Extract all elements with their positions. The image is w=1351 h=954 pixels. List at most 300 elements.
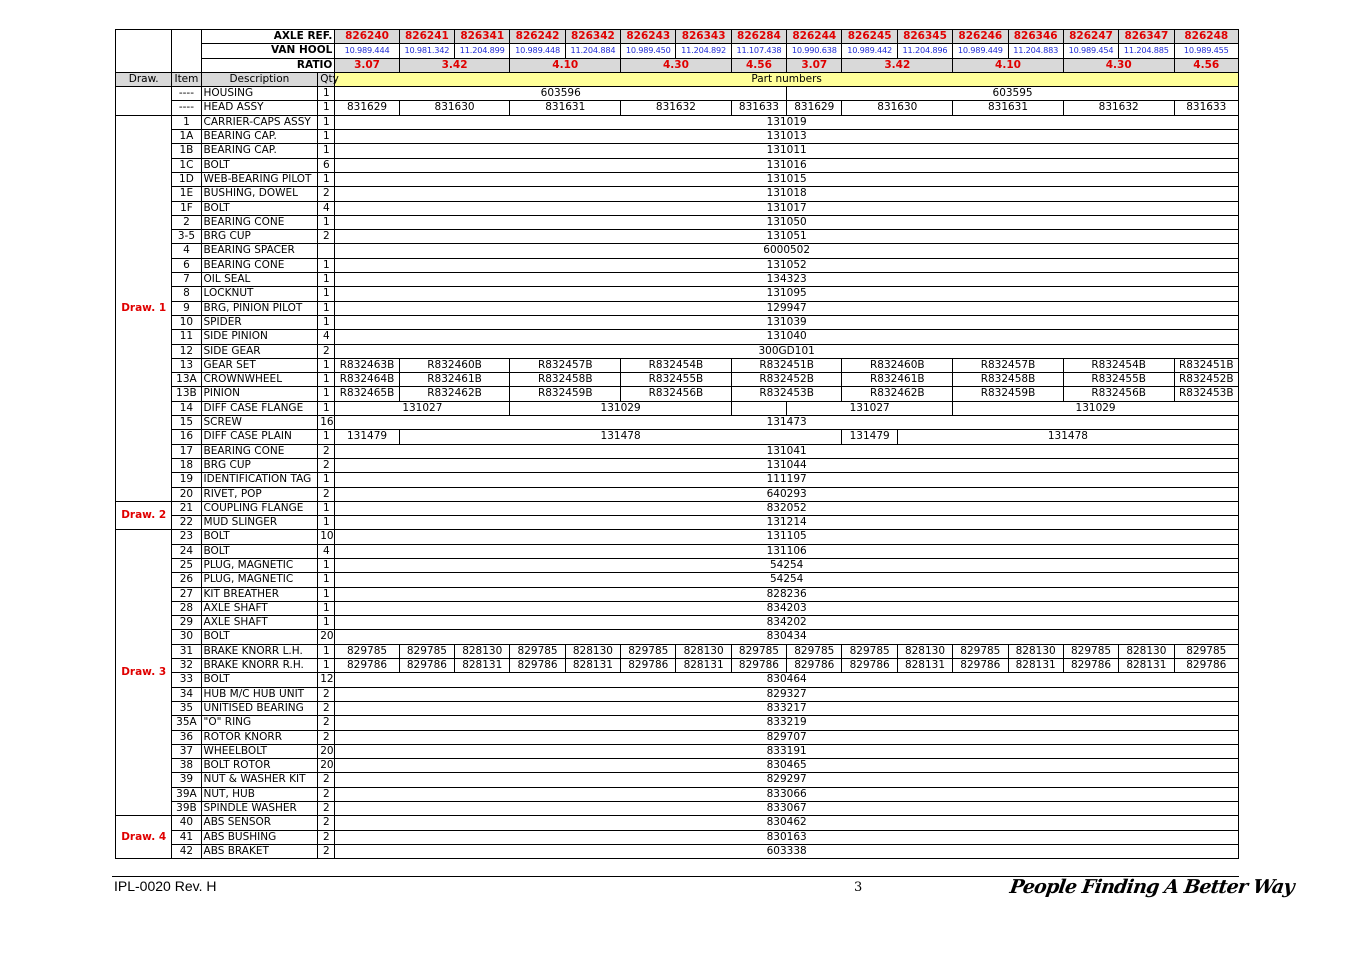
part-number-cell: 603595 [787, 87, 1239, 101]
item-qty: 6 [318, 158, 335, 172]
part-number-cell: 829327 [335, 687, 1239, 701]
part-number-cell: 834203 [335, 601, 1239, 615]
item-description: RIVET, POP [201, 487, 318, 501]
item-description: NUT, HUB [201, 787, 318, 801]
item-qty: 1 [318, 215, 335, 229]
part-number-cell: 828131 [1008, 659, 1063, 673]
table-row [116, 487, 1239, 501]
item-number: 29 [172, 616, 201, 630]
item-number: 8 [172, 287, 201, 301]
axle-ref-label: AXLE REF. [201, 30, 335, 44]
item-qty: 1 [318, 130, 335, 144]
part-number-cell: 131050 [335, 215, 1239, 229]
item-qty: 1 [318, 144, 335, 158]
item-qty: 1 [318, 659, 335, 673]
item-qty: 1 [318, 287, 335, 301]
table-row [116, 744, 1239, 758]
item-description: LOCKNUT [201, 287, 318, 301]
part-number-cell: 131011 [335, 144, 1239, 158]
item-qty: 1 [318, 273, 335, 287]
table-row [116, 759, 1239, 773]
table-row [116, 315, 1239, 329]
part-number-cell: R832452B [1174, 373, 1238, 387]
item-description: HUB M/C HUB UNIT [201, 687, 318, 701]
item-qty: 1 [318, 501, 335, 515]
item-number: 21 [172, 501, 201, 515]
item-qty: 2 [318, 187, 335, 201]
item-number: 38 [172, 759, 201, 773]
part-number-cell: 131016 [335, 158, 1239, 172]
table-row [116, 716, 1239, 730]
item-description: ABS BRAKET [201, 844, 318, 858]
item-qty: 1 [318, 387, 335, 401]
van-hool-label: VAN HOOL [201, 44, 335, 58]
part-number-cell: 828131 [455, 659, 510, 673]
part-number-cell: 829785 [510, 644, 565, 658]
item-description: AXLE SHAFT [201, 601, 318, 615]
item-column-header: Item [172, 72, 201, 86]
table-row [116, 144, 1239, 158]
item-qty: 10 [318, 530, 335, 544]
item-qty: 2 [318, 487, 335, 501]
axle-ref-cell: 826346 [1008, 30, 1063, 44]
axle-ref-cell: 826243 [621, 30, 676, 44]
part-number-cell: 131027 [335, 401, 510, 415]
part-number-cell: R832455B [1063, 373, 1174, 387]
item-number: 1D [172, 172, 201, 186]
part-number-cell: 829786 [1063, 659, 1118, 673]
ratio-cell: 4.56 [731, 58, 786, 72]
table-row [116, 358, 1239, 372]
part-number-cell: R832453B [731, 387, 842, 401]
item-description: HEAD ASSY [201, 101, 318, 115]
item-qty: 1 [318, 401, 335, 415]
item-description: WEB-BEARING PILOT [201, 172, 318, 186]
item-description: HOUSING [201, 87, 318, 101]
van-hool-cell: 11.107.438 [731, 44, 786, 58]
item-qty: 20 [318, 744, 335, 758]
draw-group-label: Draw. 1 [116, 115, 172, 501]
item-number: 1B [172, 144, 201, 158]
table-row [116, 787, 1239, 801]
part-number-cell: 300GD101 [335, 344, 1239, 358]
item-number: 12 [172, 344, 201, 358]
table-row [116, 130, 1239, 144]
part-number-cell: 829785 [335, 644, 399, 658]
part-number-cell: R832454B [1063, 358, 1174, 372]
item-number: 32 [172, 659, 201, 673]
van-hool-cell: 10.989.454 [1063, 44, 1118, 58]
item-qty: 4 [318, 201, 335, 215]
item-description: SPIDER [201, 315, 318, 329]
part-number-cell: R832453B [1174, 387, 1238, 401]
ratio-cell: 3.42 [399, 58, 510, 72]
item-number: 3-5 [172, 230, 201, 244]
table-row [116, 101, 1239, 115]
table-row [116, 844, 1239, 858]
item-description: NUT & WASHER KIT [201, 773, 318, 787]
item-description: SCREW [201, 416, 318, 430]
part-number-cell: 830434 [335, 630, 1239, 644]
item-number: 23 [172, 530, 201, 544]
draw-group-label: Draw. 2 [116, 501, 172, 530]
item-description: BOLT [201, 530, 318, 544]
table-row [116, 830, 1239, 844]
item-qty: 2 [318, 444, 335, 458]
part-number-cell: 828130 [897, 644, 952, 658]
item-number: 15 [172, 416, 201, 430]
part-number-cell: 829785 [953, 644, 1008, 658]
item-description: BOLT ROTOR [201, 759, 318, 773]
part-number-cell: 829786 [953, 659, 1008, 673]
item-number: 1C [172, 158, 201, 172]
van-hool-cell: 10.981.342 [399, 44, 454, 58]
part-number-cell: R832459B [510, 387, 621, 401]
item-number: 19 [172, 473, 201, 487]
part-number-cell: 831633 [1174, 101, 1238, 115]
part-number-cell: 131041 [335, 444, 1239, 458]
item-number: 13 [172, 358, 201, 372]
item-number: 2 [172, 215, 201, 229]
item-description: BEARING CONE [201, 444, 318, 458]
axle-ref-cell: 826245 [842, 30, 897, 44]
item-qty: 2 [318, 773, 335, 787]
table-row [116, 501, 1239, 515]
part-number-cell: 131013 [335, 130, 1239, 144]
part-number-cell: 829785 [1063, 644, 1118, 658]
item-number: 1F [172, 201, 201, 215]
table-row [116, 701, 1239, 715]
axle-ref-cell: 826244 [787, 30, 842, 44]
item-description: UNITISED BEARING [201, 701, 318, 715]
part-number-cell: R832455B [621, 373, 732, 387]
part-number-cell: R832463B [335, 358, 399, 372]
item-qty: 20 [318, 759, 335, 773]
part-number-cell: 131040 [335, 330, 1239, 344]
part-number-cell: 829786 [510, 659, 565, 673]
table-row [116, 587, 1239, 601]
item-qty: 2 [318, 687, 335, 701]
part-number-cell: 829785 [1174, 644, 1238, 658]
part-number-cell: 131473 [335, 416, 1239, 430]
part-number-cell: 131015 [335, 172, 1239, 186]
van-hool-cell: 11.204.899 [455, 44, 510, 58]
item-description: ABS BUSHING [201, 830, 318, 844]
part-number-cell: 131027 [787, 401, 953, 415]
item-description: ROTOR KNORR [201, 730, 318, 744]
item-qty: 2 [318, 344, 335, 358]
axle-ref-cell: 826343 [676, 30, 731, 44]
part-number-cell: 829786 [842, 659, 897, 673]
part-number-cell: 828236 [335, 587, 1239, 601]
axle-ref-cell: 826240 [335, 30, 399, 44]
axle-ref-cell: 826284 [731, 30, 786, 44]
table-row [116, 158, 1239, 172]
item-qty: 2 [318, 716, 335, 730]
part-number-cell: 831630 [842, 101, 953, 115]
part-number-cell: 829786 [731, 659, 786, 673]
table-row [116, 244, 1239, 258]
part-number-cell: 111197 [335, 473, 1239, 487]
part-number-cell: 831631 [510, 101, 621, 115]
table-row [116, 544, 1239, 558]
item-qty: 1 [318, 258, 335, 272]
item-description: BEARING CAP. [201, 144, 318, 158]
item-qty: 2 [318, 830, 335, 844]
part-number-cell [731, 401, 786, 415]
part-number-cell: 829786 [621, 659, 676, 673]
company-slogan-logo: People Finding A Better Way [1008, 876, 1296, 898]
draw-column-header: Draw. [116, 72, 172, 86]
item-number: ---- [172, 87, 201, 101]
table-row [116, 616, 1239, 630]
part-number-cell: 828131 [1119, 659, 1174, 673]
item-qty: 1 [318, 473, 335, 487]
part-number-cell: 131106 [335, 544, 1239, 558]
page-number: 3 [854, 880, 863, 895]
item-description: CARRIER-CAPS ASSY [201, 115, 318, 129]
item-description: SIDE PINION [201, 330, 318, 344]
table-row [116, 230, 1239, 244]
axle-ref-cell: 826341 [455, 30, 510, 44]
item-description: BOLT [201, 544, 318, 558]
axle-ref-cell: 826342 [565, 30, 620, 44]
draw-group-label: Draw. 4 [116, 816, 172, 859]
part-number-cell: 829786 [335, 659, 399, 673]
part-number-cell: 828130 [1008, 644, 1063, 658]
item-qty: 2 [318, 701, 335, 715]
table-row [116, 87, 1239, 101]
item-number: 6 [172, 258, 201, 272]
item-number: 40 [172, 816, 201, 830]
table-row [116, 115, 1239, 129]
item-description: SPINDLE WASHER [201, 802, 318, 816]
part-number-cell: 830462 [335, 816, 1239, 830]
item-number: 39A [172, 787, 201, 801]
table-row [116, 373, 1239, 387]
part-number-cell: R832459B [953, 387, 1064, 401]
item-description: AXLE SHAFT [201, 616, 318, 630]
part-number-cell: 833067 [335, 802, 1239, 816]
item-qty: 2 [318, 816, 335, 830]
ratio-cell: 3.42 [842, 58, 953, 72]
van-hool-row [116, 44, 1239, 58]
part-number-cell: 833219 [335, 716, 1239, 730]
item-qty: 1 [318, 115, 335, 129]
table-row [116, 473, 1239, 487]
item-description: MUD SLINGER [201, 516, 318, 530]
part-number-cell: 831629 [335, 101, 399, 115]
part-number-cell: 829785 [399, 644, 454, 658]
table-row [116, 773, 1239, 787]
part-number-cell: R832465B [335, 387, 399, 401]
item-qty: 1 [318, 358, 335, 372]
item-description: PINION [201, 387, 318, 401]
item-number: 39B [172, 802, 201, 816]
part-number-cell: 129947 [335, 301, 1239, 315]
part-number-cell: 131479 [335, 430, 399, 444]
ratio-cell: 4.10 [953, 58, 1064, 72]
item-description: BUSHING, DOWEL [201, 187, 318, 201]
axle-ref-cell: 826246 [953, 30, 1008, 44]
van-hool-cell: 10.989.455 [1174, 44, 1238, 58]
part-number-cell: 829707 [335, 730, 1239, 744]
part-number-cell: 131478 [897, 430, 1238, 444]
part-number-cell: 830163 [335, 830, 1239, 844]
item-number: 33 [172, 673, 201, 687]
item-qty: 2 [318, 458, 335, 472]
table-row [116, 201, 1239, 215]
draw-group-label: Draw. 3 [116, 530, 172, 816]
item-description: BOLT [201, 158, 318, 172]
item-description: PLUG, MAGNETIC [201, 558, 318, 572]
part-number-cell: 833217 [335, 701, 1239, 715]
item-description: OIL SEAL [201, 273, 318, 287]
part-number-cell: 830464 [335, 673, 1239, 687]
part-number-cell: R832458B [510, 373, 621, 387]
item-number: 39 [172, 773, 201, 787]
part-number-cell: 828130 [565, 644, 620, 658]
item-number: 42 [172, 844, 201, 858]
item-description: COUPLING FLANGE [201, 501, 318, 515]
item-number: 1E [172, 187, 201, 201]
part-number-cell: R832457B [510, 358, 621, 372]
item-description: PLUG, MAGNETIC [201, 573, 318, 587]
item-qty: 1 [318, 516, 335, 530]
item-qty: 1 [318, 573, 335, 587]
van-hool-cell: 10.989.449 [953, 44, 1008, 58]
part-number-cell: 603596 [335, 87, 787, 101]
part-number-cell: 831630 [399, 101, 510, 115]
ratio-cell: 4.30 [621, 58, 732, 72]
van-hool-cell: 10.989.444 [335, 44, 399, 58]
van-hool-cell: 11.204.884 [565, 44, 620, 58]
item-number: 20 [172, 487, 201, 501]
table-row [116, 287, 1239, 301]
item-description: BRAKE KNORR L.H. [201, 644, 318, 658]
item-number: 4 [172, 244, 201, 258]
ratio-cell: 3.07 [787, 58, 842, 72]
part-number-cell: R832464B [335, 373, 399, 387]
item-qty: 1 [318, 644, 335, 658]
part-number-cell: 829786 [399, 659, 454, 673]
item-description: DIFF CASE FLANGE [201, 401, 318, 415]
item-qty: 1 [318, 315, 335, 329]
part-number-cell: 54254 [335, 558, 1239, 572]
part-number-cell: R832461B [399, 373, 510, 387]
part-number-cell: R832461B [842, 373, 953, 387]
part-number-cell: R832454B [621, 358, 732, 372]
item-number: 7 [172, 273, 201, 287]
ratio-cell: 3.07 [335, 58, 399, 72]
part-number-cell: R832458B [953, 373, 1064, 387]
item-qty: 20 [318, 630, 335, 644]
part-number-cell: R832452B [731, 373, 842, 387]
item-number: 35 [172, 701, 201, 715]
part-number-cell: 131095 [335, 287, 1239, 301]
item-number: 11 [172, 330, 201, 344]
item-number: 37 [172, 744, 201, 758]
item-description: SIDE GEAR [201, 344, 318, 358]
parts-list-table [115, 29, 1239, 859]
part-number-cell: 829785 [621, 644, 676, 658]
part-number-cell: 831631 [953, 101, 1064, 115]
table-row [116, 816, 1239, 830]
part-number-cell: 833066 [335, 787, 1239, 801]
part-number-cell: 134323 [335, 273, 1239, 287]
item-qty: 1 [318, 616, 335, 630]
ratio-cell: 4.56 [1174, 58, 1238, 72]
item-qty: 2 [318, 844, 335, 858]
part-number-cell: 829297 [335, 773, 1239, 787]
item-qty: 1 [318, 558, 335, 572]
part-number-cell: 54254 [335, 573, 1239, 587]
part-number-cell: 828130 [676, 644, 731, 658]
part-number-cell: R832451B [731, 358, 842, 372]
item-description: BEARING CONE [201, 258, 318, 272]
item-qty: 2 [318, 230, 335, 244]
axle-ref-cell: 826347 [1119, 30, 1174, 44]
item-description: BRG CUP [201, 230, 318, 244]
item-number: 17 [172, 444, 201, 458]
item-description: BEARING CONE [201, 215, 318, 229]
table-row [116, 458, 1239, 472]
part-number-cell: R832460B [399, 358, 510, 372]
table-row [116, 673, 1239, 687]
table-row [116, 644, 1239, 658]
ratio-label: RATIO [201, 58, 335, 72]
item-number: 18 [172, 458, 201, 472]
van-hool-cell: 10.989.450 [621, 44, 676, 58]
part-number-cell: 831633 [731, 101, 786, 115]
item-description: BRG CUP [201, 458, 318, 472]
table-row [116, 215, 1239, 229]
item-number: 10 [172, 315, 201, 329]
table-row [116, 416, 1239, 430]
table-row [116, 172, 1239, 186]
item-number: 31 [172, 644, 201, 658]
part-number-cell: 131051 [335, 230, 1239, 244]
part-number-cell: 131052 [335, 258, 1239, 272]
part-number-cell: 829785 [731, 644, 786, 658]
part-number-cell: R832462B [842, 387, 953, 401]
table-row [116, 802, 1239, 816]
van-hool-cell: 10.989.448 [510, 44, 565, 58]
part-numbers-header: Part numbers [335, 72, 1239, 86]
table-row [116, 187, 1239, 201]
table-row [116, 444, 1239, 458]
item-description: BRG, PINION PILOT [201, 301, 318, 315]
part-number-cell: 131017 [335, 201, 1239, 215]
item-number: 1 [172, 115, 201, 129]
item-number: 27 [172, 587, 201, 601]
van-hool-cell: 10.990.638 [787, 44, 842, 58]
table-row [116, 258, 1239, 272]
table-row [116, 530, 1239, 544]
item-number: 41 [172, 830, 201, 844]
table-row [116, 430, 1239, 444]
part-number-cell: 828131 [565, 659, 620, 673]
item-number: 24 [172, 544, 201, 558]
item-description: BRAKE KNORR R.H. [201, 659, 318, 673]
van-hool-cell: 11.204.885 [1119, 44, 1174, 58]
table-row [116, 659, 1239, 673]
part-number-cell: 831632 [621, 101, 732, 115]
table-row [116, 601, 1239, 615]
item-number: ---- [172, 101, 201, 115]
item-description: KIT BREATHER [201, 587, 318, 601]
part-number-cell: 131018 [335, 187, 1239, 201]
